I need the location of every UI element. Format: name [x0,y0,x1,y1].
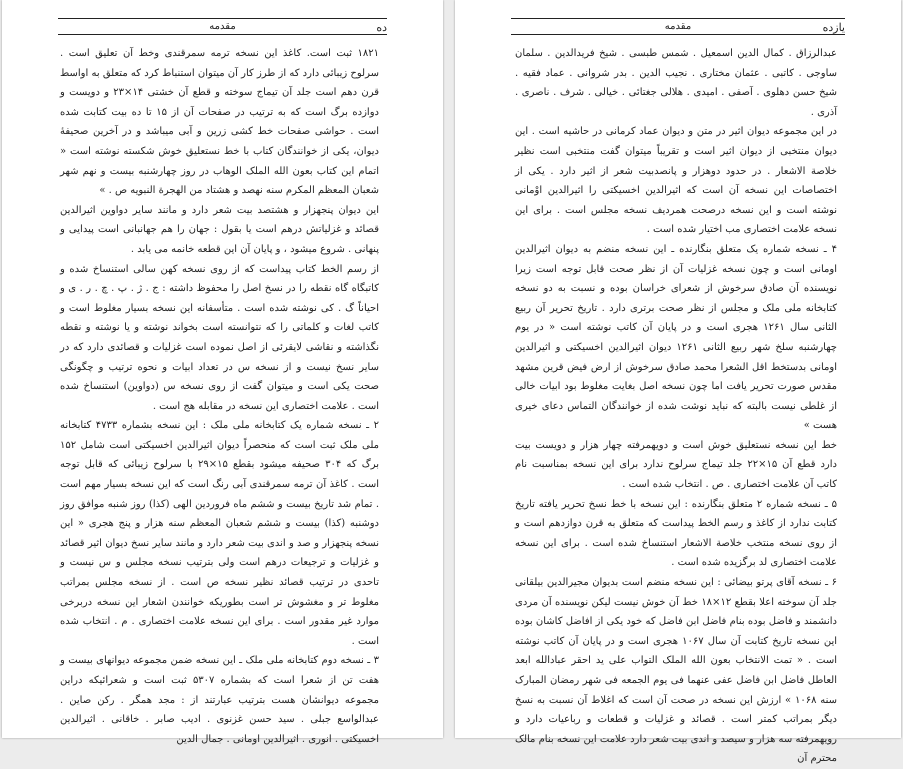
paragraph: این دیوان پنجهزار و هشتصد بیت شعر دارد و مانند سایر دواوین اثیرالدین قصائد و غزلیاتش درهم است یا بقول : جهان را هم جهانبانی است پیدایی و پنهانی . شروع میشود ، و پایان آن این قطعه خانمه می یابد . [60,204,379,255]
paragraph: خط این نسخه نستعلیق خوش است و دویهمرفته چهار هزار و دویست بیت دارد قطع آن ۱۵×۲۲ جلد تیماج سرلوح ندارد برای این نسخه بمناسبت نام کاتب آن علامت اختصاری . ص . انتخاب شده است . [515,439,837,491]
paragraph: ۵ ـ نسخه شماره ۲ متعلق بنگارنده : این نسخه با خط نسخ تحریر یافته تاریخ کتابت ندارد از کاغذ و رسم الخط پیداست که متعلق به قرن دوازدهم است و از روی نسخه منتخب خلاصة الاشعار استنساخ شده است . برای این نسخه علامت اختصاری لد برگزیده شده است . [515,498,837,569]
paragraph: در این مجموعه دیوان اثیر در متن و دیوان عماد کرمانی در حاشیه است . این دیوان منتخبی از دیوان اثیر است و تقریباً میتوان گفت منتخبی است نظیر خلاصة الاشعار . در حدود دوهزار و پانصدبیت شعر از اثیر دارد . یکی از اختصاصات این نسخه آن است که اثیرالدین اخسیکتی را اثیرالدین اوْمانی نوشته است و این نسخه درصحت همردیف نسخه مجلس است . برای این نسخه علامت اختصاری مب اختیار شده است . [515,126,837,236]
page-header [58,12,387,38]
running-title: مقدمه [664,21,692,32]
header-rule-top [511,18,845,19]
paragraph: ۲ ـ نسخه شماره یک کتابخانه ملی ملک : این نسخه بشماره ۴۷۳۳ کتابخانه ملی ملک ثبت است که منحصراً دیوان اثیرالدین اخسیکتی است شامل ۱۵۲ برگ که ۳۰۴ صحیفه میشود بقطع ۱۵×۲۹ با سرلوح زیبائی که قابل توجه است . کاغذ آن ترمه سمرقندی آبی رنگ است که این نسخه بسیار مهم است . تمام شد تاریخ بیست و ششم ماه فروردین الهی (کذا) روز شنبه موافق روز دوشنبه (کذا) بیست و ششم شعبان المعظم سنه هزار و پنج هجری « این نسخه پنجهزار و صد و اندی بیت شعر دارد و مانند سایر نسخ دیوان اثیر قصائد و غزلیات و ترجیعات درهم است ولی بترتیب نسخه مجلس و س نیست و تاحدی در ترتیب قصائد نظیر نسخه ص است . از نسخه مجلس بمراتب مغلوط تر و مغشوش تر است بطوریکه خوانندن اشعار این نسخه دربرخی موارد غیر مقدور است . برای این نسخه علامت اختصاری . م . انتخاب شده است . [60,420,379,647]
paragraph: ۱۸۲۱ ثبت است. کاغذ این نسخه ترمه سمرقندی وخط آن تعلیق است . سرلوح زیبائی دارد که از طرز کار آن میتوان استنباط کرد که متعلق به اواسط قرن دهم است جلد آن تیماج سوخته و قطع آن خشتی ۱۴×۲۳ و دویست و دوازده برگ است که به ترتیب در صفحات آن از ۱۵ تا ده بیت کتابت شده است . حواشی صفحات خط کشی زرین و آبی میباشد و در آخرین صحیفهٔ دیوان، یکی از خوانندگان کتاب با خط نستعلیق خوش شکسته نوشته است « اتمام این کتاب بعون الله الملک الوهاب در روز چهارشنبه بیست و نهم شهر شعبان المعظم المکرم سنه نهصد و هشتاد من الهجرة النبویه ص . » [60,48,379,197]
header-rule-top [58,18,387,19]
page-left [2,0,443,745]
page-header [511,12,845,38]
header-rule-bottom [511,34,845,35]
paragraph: ۴ ـ نسخه شماره یک متعلق بنگارنده ـ این نسخه منضم به دیوان اثیرالدین اومانی است و چون نسخه غزلیات آن از نظر صحت قابل توجه است زیرا نویسنده آن صادق سرخوش از شعرای خراسان بوده و نسبت به دو نسخه کتابخانه ملی ملک و مجلس از نظر صحت برتری دارد . تاریخ تحریر آن ربیع الثانی سال ۱۲۶۱ هجری است و در پایان آن کاتب نوشته است « در یوم چهارشنبه سلخ شهر ربیع الثانی ۱۲۶۱ دیوان اثیرالدین اخسیکتی و اثیرالدین اومانی بدستخط اقل الشعرا محمد صادق سرخوش از ارض فیض قرین مشهد مقدس صورت تحریر یافت اما چون نسخه اصل بغایت مغلوط بود ابیات خالی از غلطی نیست بالبته که نباید نوشت شده از خوانندگان التماس دعای خیری هست » [515,243,837,432]
paragraph: ۳ ـ نسخه دوم کتابخانه ملی ملک ـ این نسخه ضمن مجموعه دیوانهای بیست و هفت تن از شعرا است که بشماره ۵۳۰۷ ثبت است و شعرائیکه دراین مجموعه دیوانشان هست بترتیب عبارتند از : مجد همگر . رکن صاین . عبدالواسع جبلی . سید حسن غزنوی . ادیب صابر . خاقانی . اثیرالدین اخسیکتی . انوری . اثیرالدین اومانی . جمال الدین [60,655,379,745]
page-body [60,44,379,749]
paragraph: از رسم الخط کتاب پیداست که از روی نسخه کهن سالی استنساخ شده و کاتبگاه گاه نقطه را در نسخ اصل را محفوظ داشته : ج . ژ . پ . چ . ر . ی و احیاناً گ . کی نوشته شده است . متأسفانه این نسخه بسیار مغلوط است و کاتب لغات و کلماتی را که نتوانسته است بخواند نوشته و یا نوشته و نقطه نگذاشته و نقاشی لایقرئی از اصل نموده است غزلیات و قصائدی دارد که در سایر نسخ نیست و از نسخه س در تعداد ابیات و نحوه ترتیب و چگونگی صحت یکی است و میتوان گفت از روی نسخه س (دواوین) استنساخ شده است . علامت اختصاری این نسخه در مقابله هج است . [60,263,379,412]
page-body [515,44,837,769]
page-number: یازده [822,21,845,34]
page-right [455,0,901,765]
paragraph: ۶ ـ نسخه آقای پرتو بیضائی : این نسخه منضم است بدیوان مجیرالدین بیلقانی جلد آن سوخته اعلا بقطع ۱۲×۱۸ خط آن خوش نیست لیکن نویسنده آن مردی دانشمند و فاضل بوده بنام فاضل ابن فاضل که خود یکی از افاضل کاشان بوده این نسخه تاریخ کتابت آن سال ۱۰۶۷ هجری است و در پایان آن کاتب نوشته است . « تمت الانتخاب بعون الله الملک التواب علی ید احقر عبادالله ابعد العاطل فاضل ابن فاضل عفی عنهما فی یوم الجمعه فی شهر رمضان المبارک سنه ۱۰۶۸ » ارزش این نسخه در صحت آن است که اغلاط آن نسبت به نسخ دیگر بمراتب کمتر است . قصائد و غزلیات و قطعات و رباعیات دارد و رویهمرفته سه هزار و سیصد و اندی بیت شعر دارد علامت این نسخه بنام مالک محترم آن [515,577,838,765]
header-rule-bottom [58,34,387,35]
paragraph: عبدالرزاق . کمال الدین اسمعیل . شمس طبسی . شیخ فریدالدین . سلمان ساوجی . کاتبی . عثمان مختاری . نجیب الدین . بدر شروانی . عماد فقیه . شیخ حسن دهلوی . آصفی . امیدی . هلالی جغتائی . خیالی . شرف . ناصری . آذری . [515,48,837,118]
page-number: ده [376,21,387,34]
running-title: مقدمه [209,21,236,32]
